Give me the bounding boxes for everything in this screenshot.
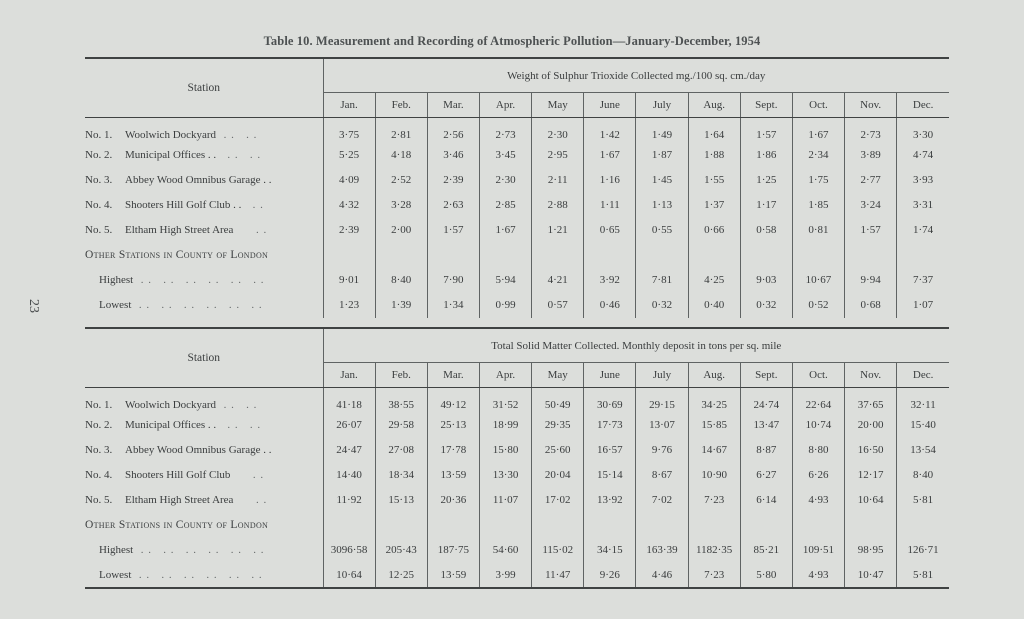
cell-value: 7·90 <box>427 268 479 293</box>
cell-value: 2·81 <box>375 118 427 143</box>
cell-value: 13·47 <box>740 413 792 438</box>
month-header: July <box>636 93 688 118</box>
cell-value: 3·45 <box>479 143 531 168</box>
cell-value: 29·15 <box>636 388 688 413</box>
measurement-description: Weight of Sulphur Trioxide Collected mg./100 sq. cm./day <box>323 58 949 93</box>
cell-value: 1·25 <box>740 168 792 193</box>
cell-value: 1·49 <box>636 118 688 143</box>
month-header: Nov. <box>845 93 897 118</box>
cell-value: 13·54 <box>897 438 949 463</box>
cell-value: 5·81 <box>897 563 949 588</box>
month-header: May <box>532 93 584 118</box>
cell-value: 34·25 <box>688 388 740 413</box>
cell-value: 3·89 <box>845 143 897 168</box>
cell-value: 38·55 <box>375 388 427 413</box>
highest-label <box>85 538 323 563</box>
cell-value: 4·32 <box>323 193 375 218</box>
month-header: Mar. <box>427 363 479 388</box>
table-row <box>85 438 949 463</box>
station-name <box>85 463 323 488</box>
cell-value: 9·76 <box>636 438 688 463</box>
cell-value: 2·30 <box>532 118 584 143</box>
station-header: Station <box>85 58 323 118</box>
cell-value: 1·67 <box>479 218 531 243</box>
month-header: Sept. <box>740 363 792 388</box>
cell-value: 27·08 <box>375 438 427 463</box>
table-row <box>85 143 949 168</box>
row-label: Lowest <box>99 568 132 581</box>
cell-value: 16·50 <box>845 438 897 463</box>
row-label: Highest <box>99 274 134 286</box>
cell-value: 1·17 <box>740 193 792 218</box>
month-header: Nov. <box>845 363 897 388</box>
cell-value: 1·64 <box>688 118 740 143</box>
cell-value: 1·45 <box>636 168 688 193</box>
cell-value: 1·13 <box>636 193 688 218</box>
solid-matter-table <box>85 327 949 589</box>
table-row <box>85 563 949 588</box>
cell-value: 0·55 <box>636 218 688 243</box>
cell-value: 4·25 <box>688 268 740 293</box>
cell-value: 1·11 <box>584 193 636 218</box>
cell-value: 32·11 <box>897 388 949 413</box>
cell-value: 20·36 <box>427 488 479 513</box>
cell-value: 15·40 <box>897 413 949 438</box>
cell-value: 5·80 <box>740 563 792 588</box>
cell-value: 4·21 <box>532 268 584 293</box>
table-row <box>85 118 949 143</box>
leader-dots: . . . . <box>216 129 258 142</box>
cell-value: 29·35 <box>532 413 584 438</box>
leader-dots: . . . . <box>216 419 262 431</box>
table-title: Table 10. Measurement and Recording of Atmospheric Pollution—January-December, 1954 <box>263 34 761 48</box>
cell-value: 0·40 <box>688 293 740 318</box>
other-stations-label: Other Stations in County of London <box>85 249 269 261</box>
cell-value: 15·85 <box>688 413 740 438</box>
cell-value: 163·39 <box>636 538 688 563</box>
cell-value: 126·71 <box>897 538 949 563</box>
measurement-description: Total Solid Matter Collected. Monthly deposit in tons per sq. mile <box>323 328 949 363</box>
cell-value: 49·12 <box>427 388 479 413</box>
cell-value: 0·65 <box>584 218 636 243</box>
cell-value: 17·02 <box>532 488 584 513</box>
station-label: Woolwich Dockyard <box>125 399 217 412</box>
cell-value: 115·02 <box>532 538 584 563</box>
cell-value: 8·67 <box>636 463 688 488</box>
cell-value: 17·73 <box>584 413 636 438</box>
cell-value: 10·47 <box>845 563 897 588</box>
cell-value: 1·57 <box>427 218 479 243</box>
cell-value: 6·27 <box>740 463 792 488</box>
cell-value: 1·39 <box>375 293 427 318</box>
cell-value: 1182·35 <box>688 538 740 563</box>
cell-value: 4·09 <box>323 168 375 193</box>
cell-value: 22·64 <box>792 388 844 413</box>
cell-value: 8·80 <box>792 438 844 463</box>
station-header: Station <box>85 328 323 388</box>
cell-value: 2·77 <box>845 168 897 193</box>
cell-value: 4·18 <box>375 143 427 168</box>
month-header: June <box>584 363 636 388</box>
month-header: May <box>532 363 584 388</box>
leader-dots: . . <box>230 469 265 481</box>
table-row <box>85 243 949 268</box>
station-name <box>85 218 323 243</box>
leader-dots: . . . . . . . . . . . . <box>133 274 265 286</box>
cell-value: 2·95 <box>532 143 584 168</box>
cell-value: 14·40 <box>323 463 375 488</box>
station-label: Abbey Wood Omnibus Garage . . <box>125 444 272 456</box>
table-row <box>85 513 949 538</box>
cell-value: 13·92 <box>584 488 636 513</box>
cell-value: 1·67 <box>792 118 844 143</box>
cell-value: 1·23 <box>323 293 375 318</box>
cell-value: 2·88 <box>532 193 584 218</box>
cell-value: 12·25 <box>375 563 427 588</box>
highest-label <box>85 268 323 293</box>
cell-value: 2·73 <box>479 118 531 143</box>
cell-value: 37·65 <box>845 388 897 413</box>
month-header: Aug. <box>688 363 740 388</box>
cell-value: 24·74 <box>740 388 792 413</box>
station-name <box>85 193 323 218</box>
cell-value: 18·99 <box>479 413 531 438</box>
cell-value: 0·46 <box>584 293 636 318</box>
cell-value: 2·39 <box>323 218 375 243</box>
station-label: Eltham High Street Area <box>125 494 234 506</box>
cell-value: 3·46 <box>427 143 479 168</box>
station-label: Municipal Offices . . <box>125 149 217 161</box>
cell-value: 31·52 <box>479 388 531 413</box>
cell-value: 1·57 <box>845 218 897 243</box>
cell-value: 34·15 <box>584 538 636 563</box>
station-number: No. 2. <box>85 149 113 161</box>
cell-value: 11·92 <box>323 488 375 513</box>
cell-value: 54·60 <box>479 538 531 563</box>
cell-value: 10·74 <box>792 413 844 438</box>
cell-value: 15·14 <box>584 463 636 488</box>
cell-value: 3·99 <box>479 563 531 588</box>
cell-value: 3·31 <box>897 193 949 218</box>
station-name <box>85 143 323 168</box>
station-number: No. 3. <box>85 444 113 456</box>
month-header: Oct. <box>792 93 844 118</box>
cell-value: 3·28 <box>375 193 427 218</box>
station-number: No. 5. <box>85 224 113 236</box>
cell-value: 85·21 <box>740 538 792 563</box>
cell-value: 10·67 <box>792 268 844 293</box>
cell-value: 15·13 <box>375 488 427 513</box>
cell-value: 5·94 <box>479 268 531 293</box>
lowest-label <box>85 563 323 588</box>
cell-value: 0·66 <box>688 218 740 243</box>
cell-value: 29·58 <box>375 413 427 438</box>
cell-value: 1·37 <box>688 193 740 218</box>
cell-value: 109·51 <box>792 538 844 563</box>
cell-value: 1·85 <box>792 193 844 218</box>
cell-value: 1·07 <box>897 293 949 318</box>
row-label: Highest <box>99 544 134 556</box>
month-header: Jan. <box>323 93 375 118</box>
cell-value: 0·32 <box>636 293 688 318</box>
station-number: No. 1. <box>85 399 113 412</box>
station-number: No. 4. <box>85 199 113 211</box>
table-row <box>85 293 949 318</box>
month-header: Dec. <box>897 363 949 388</box>
station-label: Eltham High Street Area <box>125 224 234 236</box>
station-name <box>85 388 323 413</box>
cell-value: 2·30 <box>479 168 531 193</box>
cell-value: 8·40 <box>375 268 427 293</box>
month-header: Dec. <box>897 93 949 118</box>
station-number: No. 2. <box>85 419 113 431</box>
cell-value: 25·60 <box>532 438 584 463</box>
station-label: Abbey Wood Omnibus Garage . . <box>125 174 272 186</box>
cell-value: 10·90 <box>688 463 740 488</box>
table-row <box>85 193 949 218</box>
cell-value: 9·94 <box>845 268 897 293</box>
cell-value: 4·93 <box>792 488 844 513</box>
cell-value: 1·55 <box>688 168 740 193</box>
station-name <box>85 413 323 438</box>
cell-value: 6·14 <box>740 488 792 513</box>
month-header: Feb. <box>375 93 427 118</box>
cell-value: 5·25 <box>323 143 375 168</box>
cell-value: 2·11 <box>532 168 584 193</box>
month-header: Sept. <box>740 93 792 118</box>
station-name <box>85 118 323 143</box>
cell-value: 2·63 <box>427 193 479 218</box>
table-row <box>85 463 949 488</box>
cell-value: 26·07 <box>323 413 375 438</box>
cell-value: 2·00 <box>375 218 427 243</box>
cell-value: 50·49 <box>532 388 584 413</box>
month-header: Feb. <box>375 363 427 388</box>
month-header: Aug. <box>688 93 740 118</box>
cell-value: 1·57 <box>740 118 792 143</box>
cell-value: 1·86 <box>740 143 792 168</box>
cell-value: 3·30 <box>897 118 949 143</box>
cell-value: 11·47 <box>532 563 584 588</box>
cell-value: 12·17 <box>845 463 897 488</box>
cell-value: 1·75 <box>792 168 844 193</box>
cell-value: 41·18 <box>323 388 375 413</box>
cell-value: 0·52 <box>792 293 844 318</box>
cell-value: 98·95 <box>845 538 897 563</box>
cell-value: 13·30 <box>479 463 531 488</box>
leader-dots: . . . . . . . . . . . . <box>133 544 265 556</box>
cell-value: 0·81 <box>792 218 844 243</box>
month-header: Mar. <box>427 93 479 118</box>
cell-value: 205·43 <box>375 538 427 563</box>
cell-value: 187·75 <box>427 538 479 563</box>
row-label: Lowest <box>99 299 132 311</box>
station-label: Woolwich Dockyard <box>125 129 217 142</box>
cell-value: 9·01 <box>323 268 375 293</box>
cell-value: 8·40 <box>897 463 949 488</box>
cell-value: 4·74 <box>897 143 949 168</box>
station-name <box>85 438 323 463</box>
table-row <box>85 538 949 563</box>
month-header: July <box>636 363 688 388</box>
cell-value: 2·56 <box>427 118 479 143</box>
cell-value: 0·32 <box>740 293 792 318</box>
leader-dots: . . . . <box>216 149 262 161</box>
cell-value: 1·42 <box>584 118 636 143</box>
table-row <box>85 218 949 243</box>
sulphur-trioxide-table <box>85 57 949 318</box>
cell-value: 4·93 <box>792 563 844 588</box>
station-name <box>85 168 323 193</box>
station-number: No. 4. <box>85 469 113 481</box>
cell-value: 11·07 <box>479 488 531 513</box>
cell-value: 1·16 <box>584 168 636 193</box>
cell-value: 1·87 <box>636 143 688 168</box>
cell-value: 0·99 <box>479 293 531 318</box>
cell-value: 1·21 <box>532 218 584 243</box>
cell-value: 6·26 <box>792 463 844 488</box>
cell-value: 8·87 <box>740 438 792 463</box>
cell-value: 10·64 <box>323 563 375 588</box>
cell-value: 3·75 <box>323 118 375 143</box>
cell-value: 15·80 <box>479 438 531 463</box>
cell-value: 20·04 <box>532 463 584 488</box>
cell-value: 13·59 <box>427 463 479 488</box>
cell-value: 13·59 <box>427 563 479 588</box>
station-name <box>85 488 323 513</box>
station-number: No. 1. <box>85 129 113 142</box>
table-row <box>85 388 949 413</box>
table-row <box>85 413 949 438</box>
other-stations-label: Other Stations in County of London <box>85 519 269 531</box>
month-header: Apr. <box>479 93 531 118</box>
station-label: Municipal Offices . . <box>125 419 217 431</box>
leader-dots: . . . . . . . . . . . . <box>131 299 263 311</box>
month-header: Oct. <box>792 363 844 388</box>
cell-value: 2·39 <box>427 168 479 193</box>
leader-dots: . . . . <box>216 399 258 412</box>
cell-value: 4·46 <box>636 563 688 588</box>
cell-value: 20·00 <box>845 413 897 438</box>
cell-value: 7·37 <box>897 268 949 293</box>
cell-value: 0·58 <box>740 218 792 243</box>
month-header: June <box>584 93 636 118</box>
cell-value: 7·23 <box>688 563 740 588</box>
cell-value: 1·34 <box>427 293 479 318</box>
cell-value: 10·64 <box>845 488 897 513</box>
table-row <box>85 268 949 293</box>
cell-value: 9·26 <box>584 563 636 588</box>
cell-value: 3096·58 <box>323 538 375 563</box>
cell-value: 17·78 <box>427 438 479 463</box>
cell-value: 7·81 <box>636 268 688 293</box>
cell-value: 0·57 <box>532 293 584 318</box>
month-header: Jan. <box>323 363 375 388</box>
cell-value: 2·34 <box>792 143 844 168</box>
cell-value: 0·68 <box>845 293 897 318</box>
station-label: Shooters Hill Golf Club <box>125 469 231 481</box>
cell-value: 14·67 <box>688 438 740 463</box>
cell-value: 30·69 <box>584 388 636 413</box>
page-number: 23 <box>26 299 41 313</box>
cell-value: 25·13 <box>427 413 479 438</box>
cell-value: 3·92 <box>584 268 636 293</box>
lowest-label <box>85 293 323 318</box>
cell-value: 18·34 <box>375 463 427 488</box>
cell-value: 9·03 <box>740 268 792 293</box>
station-label: Shooters Hill Golf Club . . <box>125 199 242 211</box>
cell-value: 13·07 <box>636 413 688 438</box>
cell-value: 1·88 <box>688 143 740 168</box>
table-row <box>85 168 949 193</box>
table-row <box>85 488 949 513</box>
leader-dots: . . <box>241 199 264 211</box>
leader-dots: . . <box>233 224 268 236</box>
cell-value: 2·85 <box>479 193 531 218</box>
leader-dots: . . <box>233 494 268 506</box>
cell-value: 1·74 <box>897 218 949 243</box>
leader-dots: . . . . . . . . . . . . <box>131 568 263 581</box>
station-number: No. 3. <box>85 174 113 186</box>
cell-value: 24·47 <box>323 438 375 463</box>
station-number: No. 5. <box>85 494 113 506</box>
cell-value: 16·57 <box>584 438 636 463</box>
cell-value: 2·52 <box>375 168 427 193</box>
cell-value: 7·02 <box>636 488 688 513</box>
cell-value: 1·67 <box>584 143 636 168</box>
month-header: Apr. <box>479 363 531 388</box>
cell-value: 7·23 <box>688 488 740 513</box>
cell-value: 2·73 <box>845 118 897 143</box>
cell-value: 3·93 <box>897 168 949 193</box>
cell-value: 5·81 <box>897 488 949 513</box>
cell-value: 3·24 <box>845 193 897 218</box>
